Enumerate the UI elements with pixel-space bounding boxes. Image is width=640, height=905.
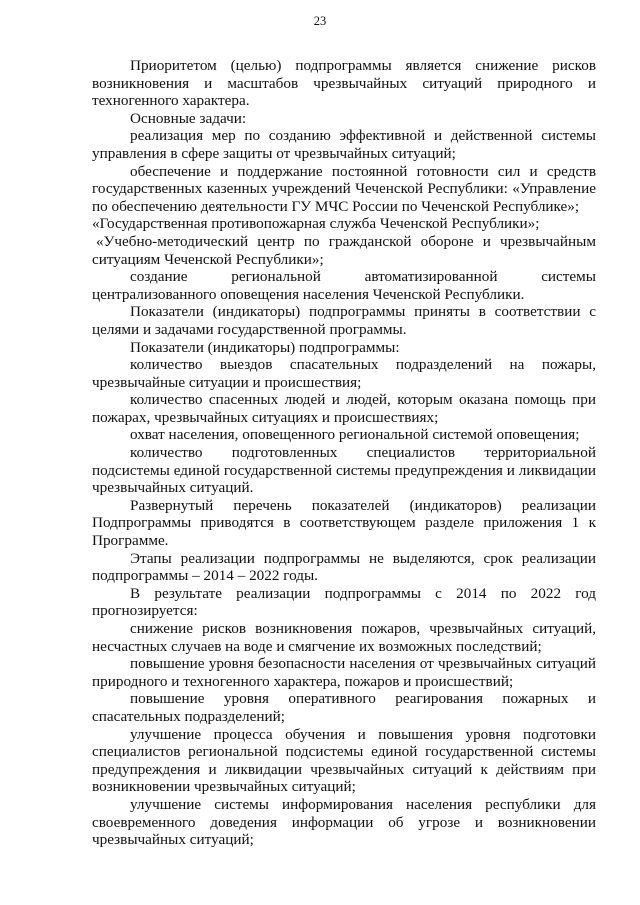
paragraph-priority: Приоритетом (целью) подпрограммы является снижение рисков возникновения и масштабов чрезвычайных ситуаций природного и техногенного характера. [92, 57, 596, 110]
document-body [92, 57, 596, 849]
paragraph-indicator-specialists: количество подготовленных специалистов территориальной подсистемы единой государственной системы предупреждения и ликвидации чрезвычайных ситуаций. [92, 444, 596, 497]
paragraph-tasks-heading: Основные задачи: [130, 109, 247, 127]
paragraph-indicators-heading: Показатели (индикаторы) подпрограммы: [130, 338, 400, 356]
paragraph-result-response: повышение уровня оперативного реагирования пожарных и спасательных подразделений; [92, 690, 596, 725]
paragraph-indicator-coverage: охват населения, оповещенного региональной системой оповещения; [130, 426, 580, 444]
paragraph-task-readiness: обеспечение и поддержание постоянной готовности сил и средств государственных казенных учреждений Чеченской Республики: «Управление по обеспечению деятельности ГУ МЧС России по Чеченской Республике»; [92, 162, 596, 215]
paragraph-result-training: улучшение процесса обучения и повышения уровня подготовки специалистов региональной подсистемы единой государственной системы предупреждения и ликвидации чрезвычайных ситуаций к действиям при возникновении чрезвычайных ситуаций; [92, 725, 596, 796]
paragraph-task-warning-system: создание региональной автоматизированной системы централизованного оповещения населения Чеченской Республики. [92, 268, 596, 303]
paragraph-training-center: «Учебно-методический центр по гражданской обороне и чрезвычайным ситуациям Чеченской Республики»; [92, 232, 596, 268]
paragraph-results-intro: В результате реализации подпрограммы с 2014 по 2022 год прогнозируется: [92, 584, 596, 620]
paragraph-indicator-list: Развернутый перечень показателей (индикаторов) реализации Подпрограммы приводятся в соответствующем разделе приложения 1 к Программе. [92, 496, 596, 550]
page-number: 23 [313, 14, 327, 28]
paragraph-task-control-system: реализация мер по созданию эффективной и действенной системы управления в сфере защиты от чрезвычайных ситуаций; [92, 127, 596, 162]
paragraph-indicator-callouts: количество выездов спасательных подразделений на пожары, чрезвычайные ситуации и происшествия; [92, 356, 596, 391]
paragraph-indicator-rescued: количество спасенных людей и людей, которым оказана помощь при пожарах, чрезвычайных ситуациях и происшествиях; [92, 391, 596, 426]
paragraph-result-risk-reduction: снижение рисков возникновения пожаров, чрезвычайных ситуаций, несчастных случаев на воде и смягчение их возможных последствий; [92, 620, 596, 655]
paragraph-result-safety: повышение уровня безопасности населения от чрезвычайных ситуаций природного и техногенного характера, пожаров и происшествий; [92, 655, 596, 690]
paragraph-result-informing: улучшение системы информирования населения республики для своевременного доведения информации об угрозе и возникновении чрезвычайных ситуаций; [92, 795, 596, 849]
paragraph-indicators-intro: Показатели (индикаторы) подпрограммы приняты в соответствии с целями и задачами государственной программы. [92, 303, 596, 338]
paragraph-fire-service: «Государственная противопожарная служба Чеченской Республики»; [92, 215, 540, 233]
paragraph-stages: Этапы реализации подпрограммы не выделяются, срок реализации подпрограммы – 2014 – 2022 годы. [92, 549, 596, 585]
